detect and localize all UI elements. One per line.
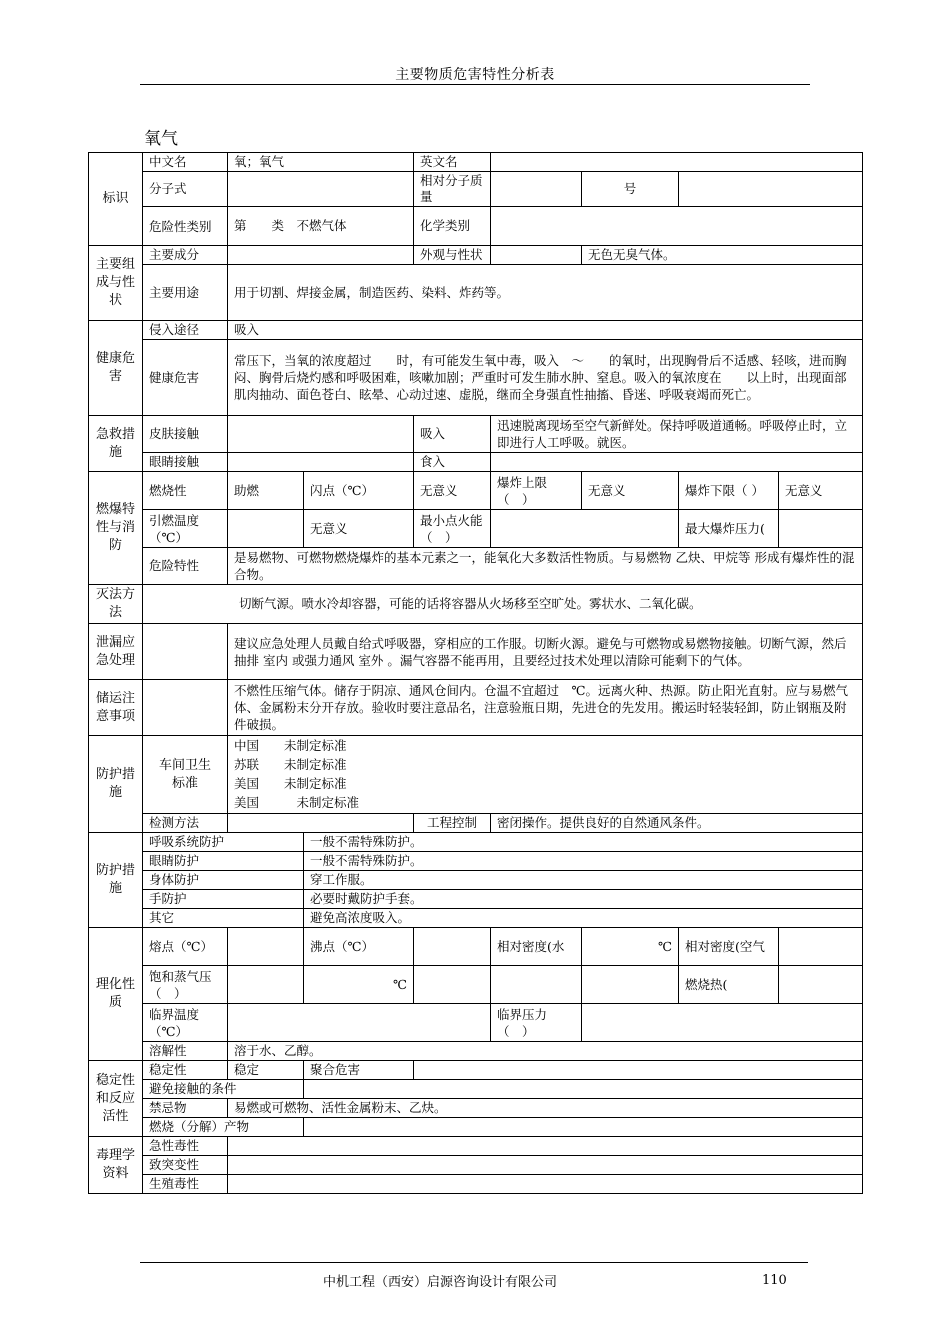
inhale-value: 迅速脱离现场至空气新鲜处。保持呼吸道通畅。呼吸停止时，立即进行人工呼吸。就医。 xyxy=(491,416,863,453)
danger-value: 是易燃物、可燃物燃烧爆炸的基本元素之一，能氧化大多数活性物质。与易燃物 乙炔、甲烷等 形成有爆炸性的混合物。 xyxy=(228,548,863,585)
eye-protect-label: 眼睛防护 xyxy=(143,852,304,871)
hazard-class-label: 危险性类别 xyxy=(143,207,228,246)
heat-combustion-value xyxy=(779,966,863,1004)
cn-name-label: 中文名 xyxy=(143,153,228,172)
ignition-temp-value: 无意义 xyxy=(304,510,414,548)
substance-name: 氧气 xyxy=(144,129,178,149)
section-protection-ppe: 防护措施 xyxy=(89,833,143,928)
resp-protect-label: 呼吸系统防护 xyxy=(143,833,304,852)
min-ignition-value xyxy=(491,510,679,548)
section-extinguish: 灭法方法 xyxy=(89,585,143,624)
other-protect-value: 避免高浓度吸入。 xyxy=(304,909,863,928)
solubility-value: 溶于水、乙醇。 xyxy=(228,1042,863,1061)
route-value: 吸入 xyxy=(228,321,863,340)
stability-value: 稳定 xyxy=(228,1061,304,1080)
decomposition-value xyxy=(304,1118,863,1137)
ingest-value xyxy=(491,453,863,472)
avoid-conditions-label: 避免接触的条件 xyxy=(143,1080,304,1099)
ignition-temp-blank xyxy=(228,510,304,548)
upper-limit-label: 爆炸上限（ ） xyxy=(491,472,582,510)
section-stability: 稳定性和反应活性 xyxy=(89,1061,143,1137)
acute-toxicity-value xyxy=(228,1137,863,1156)
min-ignition-label: 最小点火能（ ） xyxy=(414,510,491,548)
rel-density-air-value xyxy=(779,928,863,966)
acute-toxicity-label: 急性毒性 xyxy=(143,1137,228,1156)
eng-control-label: 工程控制 xyxy=(414,814,491,833)
vapor-blank-3 xyxy=(582,966,679,1004)
spill-blank xyxy=(143,624,228,680)
heat-combustion-label: 燃烧热( xyxy=(679,966,779,1004)
rel-density-air-label: 相对密度(空气 xyxy=(679,928,779,966)
standards-list xyxy=(228,736,863,814)
lower-limit-value: 无意义 xyxy=(779,472,863,510)
vapor-blank-2 xyxy=(491,966,582,1004)
section-spill: 泄漏应急处理 xyxy=(89,624,143,680)
boiling-point-value xyxy=(414,928,491,966)
storage-value: 不燃性压缩气体。储存于阴凉、通风仓间内。仓温不宜超过 ℃。远离火种、热源。防止阳光直射。应与易燃气体、金属粉末分开存放。验收时要注意品名，注意验瓶日期，先进仓的先发用。搬运时轻装轻卸，防止钢瓶及附件破损。 xyxy=(228,680,863,736)
section-toxicology: 毒理学资料 xyxy=(89,1137,143,1194)
section-physchem: 理化性质 xyxy=(89,928,143,1061)
standard-usa-1: 美国 未制定标准 xyxy=(234,776,347,791)
flammability-label: 燃烧性 xyxy=(143,472,228,510)
hand-protect-label: 手防护 xyxy=(143,890,304,909)
header-rule xyxy=(140,84,810,85)
vapor-pressure-unit: ℃ xyxy=(304,966,414,1004)
critical-pressure-label: 临界压力（ ） xyxy=(491,1004,582,1042)
standard-china: 中国 未制定标准 xyxy=(234,738,347,753)
standard-ussr: 苏联 未制定标准 xyxy=(234,757,347,772)
health-hazard-value: 常压下，当氧的浓度超过 时，有可能发生氧中毒，吸入 ～ 的氧时，出现胸骨后不适感、轻咳，进而胸闷、胸骨后烧灼感和呼吸困难，咳嗽加剧；严重时可发生肺水肿、窒息。吸入的氧浓度在 以上时，出现面部肌肉抽动、面色苍白、眩晕、心动过速、虚脱，继而全身强直性抽搐、昏迷、呼吸衰竭而死亡。 xyxy=(228,340,863,416)
inhale-label: 吸入 xyxy=(414,416,491,453)
ignition-temp-label: 引燃温度（℃） xyxy=(143,510,228,548)
appearance-value: 无色无臭气体。 xyxy=(582,246,863,265)
page-number: 110 xyxy=(762,1273,787,1288)
standard-usa-2: 美国 未制定标准 xyxy=(234,795,360,810)
health-hazard-label: 健康危害 xyxy=(143,340,228,416)
melting-point-value xyxy=(228,928,304,966)
section-protection-standards: 防护措施 xyxy=(89,736,143,833)
rel-density-water-label: 相对密度(水 xyxy=(491,928,582,966)
main-component-value xyxy=(228,246,414,265)
page-title: 主要物质危害特性分析表 xyxy=(395,67,555,83)
workplace-standard-label: 车间卫生标准 xyxy=(143,736,228,814)
section-fire: 燃爆特性与消防 xyxy=(89,472,143,585)
mw-label: 相对分子质量 xyxy=(414,172,491,207)
boiling-point-label: 沸点（℃） xyxy=(304,928,414,966)
upper-limit-value: 无意义 xyxy=(582,472,679,510)
eye-protect-value: 一般不需特殊防护。 xyxy=(304,852,863,871)
solubility-label: 溶解性 xyxy=(143,1042,228,1061)
storage-blank xyxy=(143,680,228,736)
decomposition-label: 燃烧（分解）产物 xyxy=(143,1118,304,1137)
extinguish-value: 切断气源。喷水冷却容器，可能的话将容器从火场移至空旷处。雾状水、二氧化碳。 xyxy=(143,585,863,624)
section-composition: 主要组成与性状 xyxy=(89,246,143,321)
reproductive-toxicity-value xyxy=(228,1175,863,1194)
section-health: 健康危害 xyxy=(89,321,143,416)
eng-control-value: 密闭操作。提供良好的自然通风条件。 xyxy=(491,814,863,833)
use-label: 主要用途 xyxy=(143,265,228,321)
polymer-hazard-value xyxy=(414,1061,863,1080)
detect-method-label: 检测方法 xyxy=(143,814,228,833)
critical-pressure-value xyxy=(582,1004,863,1042)
detect-method-value xyxy=(228,814,414,833)
lower-limit-label: 爆炸下限（ ） xyxy=(679,472,779,510)
incompatible-value: 易燃或可燃物、活性金属粉末、乙炔。 xyxy=(228,1099,863,1118)
hazard-class-value: 第 类 不燃气体 xyxy=(228,207,414,246)
en-name-label: 英文名 xyxy=(414,153,491,172)
appearance-label: 外观与性状 xyxy=(414,246,491,265)
mw-value xyxy=(491,172,582,207)
hand-protect-value: 必要时戴防护手套。 xyxy=(304,890,863,909)
appearance-blank xyxy=(491,246,582,265)
body-protect-label: 身体防护 xyxy=(143,871,304,890)
no-label: 号 xyxy=(582,172,679,207)
flash-point-value: 无意义 xyxy=(414,472,491,510)
stability-label: 稳定性 xyxy=(143,1061,228,1080)
critical-temp-label: 临界温度（℃） xyxy=(143,1004,228,1042)
skin-contact-value xyxy=(228,416,414,453)
eye-contact-value xyxy=(228,453,414,472)
chem-class-value xyxy=(491,207,863,246)
rel-density-water-unit: ℃ xyxy=(582,928,679,966)
mutagenicity-value xyxy=(228,1156,863,1175)
incompatible-label: 禁忌物 xyxy=(143,1099,228,1118)
footer-rule xyxy=(140,1262,808,1263)
max-pressure-label: 最大爆炸压力( xyxy=(679,510,779,548)
use-value: 用于切割、焊接金属，制造医药、染料、炸药等。 xyxy=(228,265,863,321)
flash-point-label: 闪点（℃） xyxy=(304,472,414,510)
vapor-pressure-label: 饱和蒸气压（ ） xyxy=(143,966,228,1004)
mutagenicity-label: 致突变性 xyxy=(143,1156,228,1175)
other-protect-label: 其它 xyxy=(143,909,304,928)
cn-name-value: 氧；氧气 xyxy=(228,153,414,172)
formula-value xyxy=(228,172,414,207)
skin-contact-label: 皮肤接触 xyxy=(143,416,228,453)
section-identity: 标识 xyxy=(89,153,143,246)
critical-temp-value xyxy=(228,1004,491,1042)
vapor-pressure-value xyxy=(414,966,491,1004)
main-component-label: 主要成分 xyxy=(143,246,228,265)
resp-protect-value: 一般不需特殊防护。 xyxy=(304,833,863,852)
no-value xyxy=(679,172,863,207)
melting-point-label: 熔点（℃） xyxy=(143,928,228,966)
section-first-aid: 急救措施 xyxy=(89,416,143,472)
chem-class-label: 化学类别 xyxy=(414,207,491,246)
vapor-pressure-blank xyxy=(228,966,304,1004)
reproductive-toxicity-label: 生殖毒性 xyxy=(143,1175,228,1194)
formula-label: 分子式 xyxy=(143,172,228,207)
en-name-value xyxy=(491,153,863,172)
eye-contact-label: 眼睛接触 xyxy=(143,453,228,472)
footer-company: 中机工程（西安）启源咨询设计有限公司 xyxy=(322,1275,557,1290)
max-pressure-value xyxy=(779,510,863,548)
ingest-label: 食入 xyxy=(414,453,491,472)
body-protect-value: 穿工作服。 xyxy=(304,871,863,890)
hazard-table xyxy=(88,152,863,1194)
avoid-conditions-value xyxy=(304,1080,863,1099)
polymer-hazard-label: 聚合危害 xyxy=(304,1061,414,1080)
route-label: 侵入途径 xyxy=(143,321,228,340)
danger-label: 危险特性 xyxy=(143,548,228,585)
flammability-value: 助燃 xyxy=(228,472,304,510)
spill-value: 建议应急处理人员戴自给式呼吸器，穿相应的工作服。切断火源。避免与可燃物或易燃物接触。切断气源，然后抽排 室内 或强力通风 室外 。漏气容器不能再用，且要经过技术处理以清除可能剩下的气体。 xyxy=(228,624,863,680)
section-storage: 储运注意事项 xyxy=(89,680,143,736)
